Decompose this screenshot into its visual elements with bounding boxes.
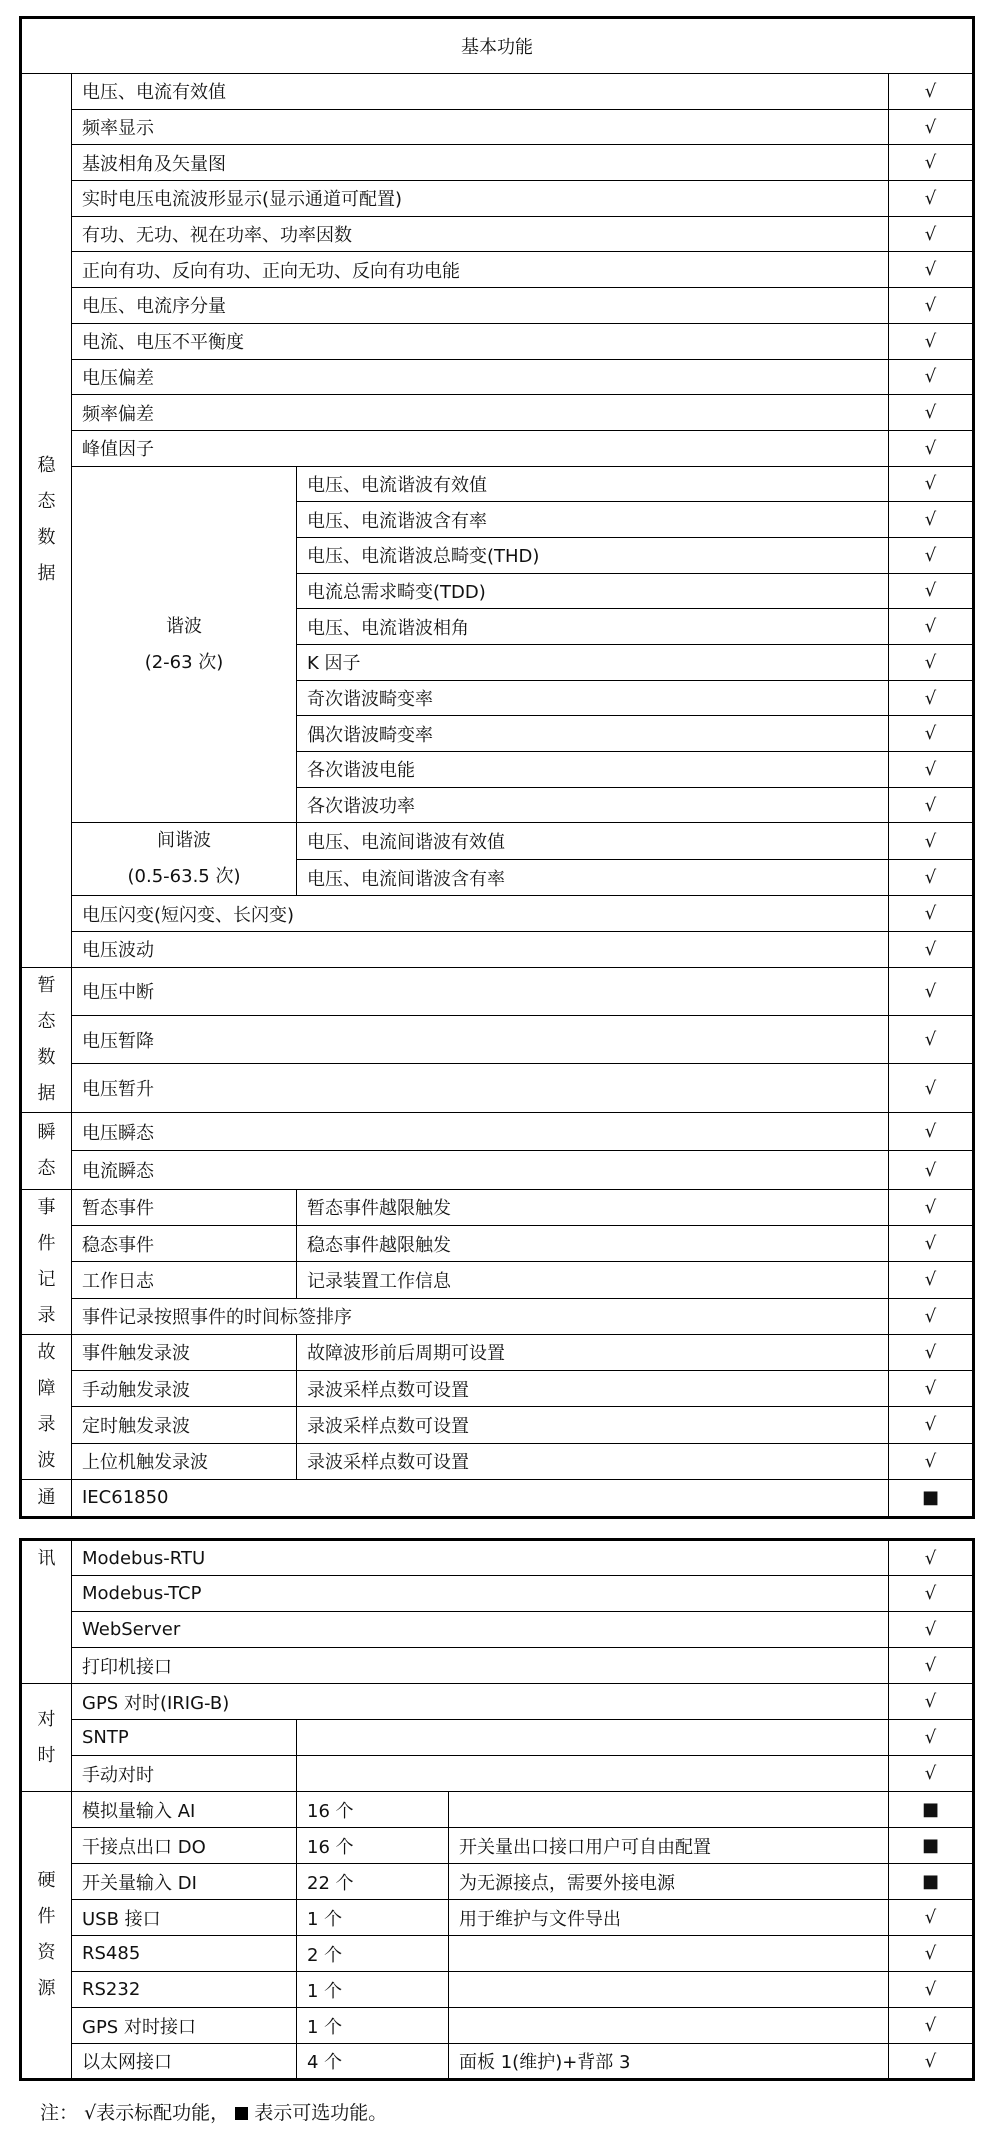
feature-name: 频率偏差 xyxy=(72,395,889,431)
hw-name: 以太网接口 xyxy=(72,2044,297,2080)
feature-name: 电压、电流谐波相角 xyxy=(297,609,889,645)
hw-desc xyxy=(449,1792,889,1828)
hw-name: RS232 xyxy=(72,1972,297,2008)
hw-desc: 面板 1(维护)+背部 3 xyxy=(449,2044,889,2080)
footnote-prefix: 注： xyxy=(40,2102,79,2124)
feature-name: K 因子 xyxy=(297,645,889,681)
feature-name: 电压瞬态 xyxy=(72,1112,889,1151)
feature-name: 电压暂升 xyxy=(72,1064,889,1112)
feature-desc: 录波采样点数可设置 xyxy=(297,1443,889,1479)
standard-mark: √ xyxy=(889,645,974,681)
feature-name: 电压、电流谐波总畸变(THD) xyxy=(297,537,889,573)
feature-name: 打印机接口 xyxy=(72,1648,889,1684)
table-row xyxy=(21,1936,974,1972)
feature-name: 峰值因子 xyxy=(72,430,889,466)
hw-name: RS485 xyxy=(72,1936,297,1972)
feature-name: 稳态事件 xyxy=(72,1226,297,1262)
optional-mark: ■ xyxy=(889,1864,974,1900)
standard-mark: √ xyxy=(889,252,974,288)
standard-mark: √ xyxy=(889,323,974,359)
feature-desc: 录波采样点数可设置 xyxy=(297,1407,889,1443)
standard-mark: √ xyxy=(889,145,974,181)
standard-mark: √ xyxy=(889,932,974,968)
standard-mark: √ xyxy=(889,1720,974,1756)
optional-mark: ■ xyxy=(889,1479,974,1517)
standard-mark: √ xyxy=(889,1016,974,1064)
feature-name: Modebus-TCP xyxy=(72,1576,889,1612)
feature-name: 基波相角及矢量图 xyxy=(72,145,889,181)
hw-count: 16 个 xyxy=(297,1828,449,1864)
standard-mark: √ xyxy=(889,288,974,324)
footnote-optional: 表示可选功能。 xyxy=(254,2102,388,2124)
standard-mark: √ xyxy=(889,787,974,823)
standard-mark: √ xyxy=(889,430,974,466)
standard-mark: √ xyxy=(889,752,974,788)
hw-desc xyxy=(449,2008,889,2044)
table-row xyxy=(21,323,974,359)
standard-mark: √ xyxy=(889,609,974,645)
hw-count: 22 个 xyxy=(297,1864,449,1900)
interharmonic-label: 间谐波 xyxy=(157,830,211,852)
hw-count: 1 个 xyxy=(297,2008,449,2044)
hw-count: 2 个 xyxy=(297,1936,449,1972)
feature-name: 电流、电压不平衡度 xyxy=(72,323,889,359)
category-comm-part2: 讯 xyxy=(21,1540,72,1684)
table-title: 基本功能 xyxy=(21,18,974,74)
table-row xyxy=(21,967,974,1015)
table-row xyxy=(21,359,974,395)
footnote xyxy=(40,2098,387,2125)
standard-mark: √ xyxy=(889,537,974,573)
category-hardware: 硬 件 资 源 xyxy=(21,1792,72,2080)
table-row xyxy=(21,1648,974,1684)
standard-mark: √ xyxy=(889,1334,974,1370)
feature-desc: 暂态事件越限触发 xyxy=(297,1189,889,1225)
feature-empty xyxy=(297,1720,889,1756)
feature-name: 正向有功、反向有功、正向无功、反向有功电能 xyxy=(72,252,889,288)
table-row xyxy=(21,181,974,217)
standard-mark: √ xyxy=(889,716,974,752)
feature-name: Modebus-RTU xyxy=(72,1540,889,1576)
table-row xyxy=(21,1612,974,1648)
feature-desc: 记录装置工作信息 xyxy=(297,1262,889,1298)
standard-mark: √ xyxy=(889,1189,974,1225)
table-row xyxy=(21,1828,974,1864)
standard-mark: √ xyxy=(889,74,974,110)
function-table-2 xyxy=(19,1538,975,2081)
table-row xyxy=(21,252,974,288)
standard-mark: √ xyxy=(889,2008,974,2044)
category-transient: 瞬 态 xyxy=(21,1112,72,1189)
feature-name: 电压、电流间谐波有效值 xyxy=(297,823,889,860)
feature-name: 偶次谐波畸变率 xyxy=(297,716,889,752)
table-row xyxy=(21,109,974,145)
feature-name: 上位机触发录波 xyxy=(72,1443,297,1479)
standard-mark: √ xyxy=(889,1756,974,1792)
table-row xyxy=(21,1756,974,1792)
standard-mark: √ xyxy=(889,1371,974,1407)
hw-desc: 开关量出口接口用户可自由配置 xyxy=(449,1828,889,1864)
table-row xyxy=(21,1576,974,1612)
feature-name: IEC61850 xyxy=(72,1479,889,1517)
feature-name: GPS 对时(IRIG-B) xyxy=(72,1684,889,1720)
feature-name: 工作日志 xyxy=(72,1262,297,1298)
standard-mark: √ xyxy=(889,1900,974,1936)
table-row xyxy=(21,288,974,324)
table-row xyxy=(21,2044,974,2080)
table-row xyxy=(21,1016,974,1064)
standard-mark: √ xyxy=(889,1443,974,1479)
standard-mark: √ xyxy=(889,1298,974,1334)
feature-name: 电压、电流谐波含有率 xyxy=(297,502,889,538)
standard-mark: √ xyxy=(889,1112,974,1151)
hw-name: 模拟量输入 AI xyxy=(72,1792,297,1828)
table-row xyxy=(21,823,974,860)
standard-mark: √ xyxy=(889,1262,974,1298)
category-steady: 稳 态 数 据 xyxy=(21,74,72,968)
standard-mark: √ xyxy=(889,896,974,932)
hw-desc xyxy=(449,1936,889,1972)
table-row xyxy=(21,1443,974,1479)
hw-count: 1 个 xyxy=(297,1972,449,2008)
standard-mark: √ xyxy=(889,1612,974,1648)
feature-name: WebServer xyxy=(72,1612,889,1648)
table-row xyxy=(21,1189,974,1225)
table-row xyxy=(21,74,974,110)
feature-name: 各次谐波电能 xyxy=(297,752,889,788)
feature-name: 手动对时 xyxy=(72,1756,297,1792)
hw-name: 干接点出口 DO xyxy=(72,1828,297,1864)
standard-mark: √ xyxy=(889,1407,974,1443)
feature-empty xyxy=(297,1756,889,1792)
table-row xyxy=(21,430,974,466)
table-row xyxy=(21,216,974,252)
standard-mark: √ xyxy=(889,181,974,217)
table-header-row xyxy=(21,18,974,74)
feature-name: 有功、无功、视在功率、功率因数 xyxy=(72,216,889,252)
table-row xyxy=(21,1792,974,1828)
feature-name: SNTP xyxy=(72,1720,297,1756)
hw-count: 16 个 xyxy=(297,1792,449,1828)
standard-mark: √ xyxy=(889,680,974,716)
standard-mark: √ xyxy=(889,1972,974,2008)
feature-name: 电压、电流谐波有效值 xyxy=(297,466,889,502)
footnote-standard: √表示标配功能， xyxy=(84,2102,230,2124)
table-row xyxy=(21,1151,974,1190)
feature-name: 电压、电流有效值 xyxy=(72,74,889,110)
feature-name: 电压、电流序分量 xyxy=(72,288,889,324)
hw-desc: 用于维护与文件导出 xyxy=(449,1900,889,1936)
feature-desc: 故障波形前后周期可设置 xyxy=(297,1334,889,1370)
standard-mark: √ xyxy=(889,2044,974,2080)
hw-desc xyxy=(449,1972,889,2008)
hw-desc: 为无源接点，需要外接电源 xyxy=(449,1864,889,1900)
standard-mark: √ xyxy=(889,573,974,609)
optional-mark: ■ xyxy=(889,1792,974,1828)
standard-mark: √ xyxy=(889,1936,974,1972)
table-row xyxy=(21,896,974,932)
category-events: 事 件 记 录 xyxy=(21,1189,72,1334)
standard-mark: √ xyxy=(889,109,974,145)
standard-mark: √ xyxy=(889,502,974,538)
feature-name: 奇次谐波畸变率 xyxy=(297,680,889,716)
table-row xyxy=(21,1112,974,1151)
table-row xyxy=(21,1479,974,1517)
standard-mark: √ xyxy=(889,1226,974,1262)
standard-mark: √ xyxy=(889,466,974,502)
standard-mark: √ xyxy=(889,967,974,1015)
category-temporary: 暂 态 数 据 xyxy=(21,967,72,1112)
standard-mark: √ xyxy=(889,1576,974,1612)
table-row xyxy=(21,1334,974,1370)
hw-name: USB 接口 xyxy=(72,1900,297,1936)
standard-mark: √ xyxy=(889,823,974,860)
hw-count: 1 个 xyxy=(297,1900,449,1936)
feature-name: 事件触发录波 xyxy=(72,1334,297,1370)
optional-square-icon xyxy=(235,2107,248,2120)
hw-count: 4 个 xyxy=(297,2044,449,2080)
table-row xyxy=(21,1298,974,1334)
function-table-1 xyxy=(19,16,975,1519)
feature-name: 电压闪变(短闪变、长闪变) xyxy=(72,896,889,932)
subcategory-harmonic xyxy=(72,466,297,823)
table-row xyxy=(21,2008,974,2044)
table-row xyxy=(21,1900,974,1936)
standard-mark: √ xyxy=(889,1540,974,1576)
table-row xyxy=(21,1864,974,1900)
table-row xyxy=(21,932,974,968)
table-row xyxy=(21,395,974,431)
table-row xyxy=(21,1226,974,1262)
standard-mark: √ xyxy=(889,1684,974,1720)
category-timing: 对 时 xyxy=(21,1684,72,1792)
table-row xyxy=(21,466,974,502)
table-row xyxy=(21,1064,974,1112)
standard-mark: √ xyxy=(889,1151,974,1190)
feature-name: 各次谐波功率 xyxy=(297,787,889,823)
standard-mark: √ xyxy=(889,359,974,395)
table-row xyxy=(21,1262,974,1298)
hw-name: 开关量输入 DI xyxy=(72,1864,297,1900)
subcategory-interharmonic xyxy=(72,823,297,896)
feature-name: 电流总需求畸变(TDD) xyxy=(297,573,889,609)
feature-name: 暂态事件 xyxy=(72,1189,297,1225)
hw-name: GPS 对时接口 xyxy=(72,2008,297,2044)
table-row xyxy=(21,1684,974,1720)
table-row xyxy=(21,1540,974,1576)
feature-desc: 录波采样点数可设置 xyxy=(297,1371,889,1407)
feature-name: 事件记录按照事件的时间标签排序 xyxy=(72,1298,889,1334)
table-row xyxy=(21,145,974,181)
standard-mark: √ xyxy=(889,1648,974,1684)
standard-mark: √ xyxy=(889,859,974,896)
feature-desc: 稳态事件越限触发 xyxy=(297,1226,889,1262)
table-row xyxy=(21,1720,974,1756)
harmonic-label: 谐波 xyxy=(166,615,202,637)
feature-name: 电压、电流间谐波含有率 xyxy=(297,859,889,896)
feature-name: 电压波动 xyxy=(72,932,889,968)
table-row xyxy=(21,1407,974,1443)
interharmonic-range: (0.5-63.5 次) xyxy=(127,866,241,888)
feature-name: 电压中断 xyxy=(72,967,889,1015)
feature-name: 电流瞬态 xyxy=(72,1151,889,1190)
feature-name: 实时电压电流波形显示(显示通道可配置) xyxy=(72,181,889,217)
standard-mark: √ xyxy=(889,1064,974,1112)
feature-name: 电压偏差 xyxy=(72,359,889,395)
feature-name: 频率显示 xyxy=(72,109,889,145)
category-comm-part1: 通 xyxy=(21,1479,72,1517)
table-row xyxy=(21,1371,974,1407)
standard-mark: √ xyxy=(889,216,974,252)
feature-name: 定时触发录波 xyxy=(72,1407,297,1443)
feature-name: 手动触发录波 xyxy=(72,1371,297,1407)
category-recording: 故 障 录 波 xyxy=(21,1334,72,1479)
table-row xyxy=(21,1972,974,2008)
harmonic-range: (2-63 次) xyxy=(144,651,224,673)
standard-mark: √ xyxy=(889,395,974,431)
feature-name: 电压暂降 xyxy=(72,1016,889,1064)
optional-mark: ■ xyxy=(889,1828,974,1864)
